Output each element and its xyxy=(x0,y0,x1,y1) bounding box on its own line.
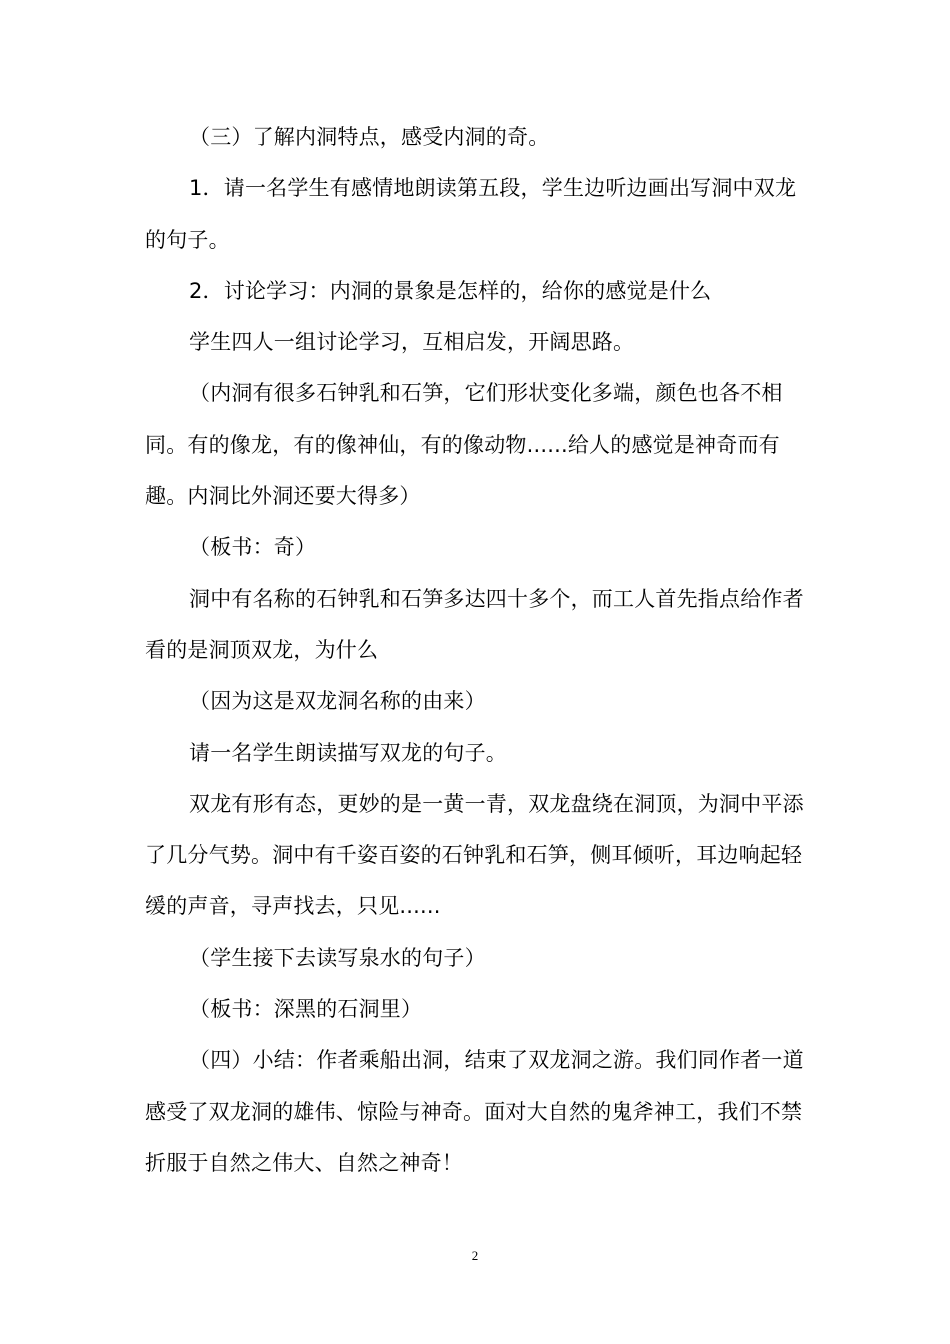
paragraph-group-discussion: 学生四人一组讨论学习，互相启发，开阔思路。 xyxy=(189,330,635,355)
page-number: 2 xyxy=(471,1248,479,1263)
paragraph-section-three-heading: （三）了解内洞特点，感受内洞的奇。 xyxy=(189,125,550,149)
paragraph-read-spring-water: （学生接下去读写泉水的句子） xyxy=(189,945,486,970)
paragraph-stalactites-question: 洞中有名称的石钟乳和石笋多达四十多个，而工人首先指点给作者看的是洞顶双龙，为什么 xyxy=(145,586,804,662)
paragraph-summary: （四）小结：作者乘船出洞，结束了双龙洞之游。我们同作者一道感受了双龙洞的雄伟、惊险与神奇。面对大自然的鬼斧神工，我们不禁折服于自然之伟大、自然之神奇！ xyxy=(145,1048,804,1175)
paragraph-name-origin-answer: （因为这是双龙洞名称的由来） xyxy=(189,689,486,714)
paragraph-board-note-dark-cave: （板书：深黑的石洞里） xyxy=(189,997,423,1022)
paragraph-step-two: 2．讨论学习：内洞的景象是怎样的，给你的感觉是什么 xyxy=(189,278,712,303)
paragraph-board-note-qi: （板书：奇） xyxy=(189,535,317,560)
body-text xyxy=(145,112,810,1189)
paragraph-step-one: 1．请一名学生有感情地朗读第五段，学生边听边画出写洞中双龙的句子。 xyxy=(145,176,797,252)
paragraph-read-dragons: 请一名学生朗读描写双龙的句子。 xyxy=(189,740,507,765)
paragraph-inner-cave-answer: （内洞有很多石钟乳和石笋，它们形状变化多端，颜色也各不相同。有的像龙，有的像神仙，有的像动物......给人的感觉是神奇而有趣。内洞比外洞还要大得多） xyxy=(145,381,783,509)
paragraph-dragons-description: 双龙有形有态，更妙的是一黄一青，双龙盘绕在洞顶，为洞中平添了几分气势。洞中有千姿百姿的石钟乳和石笋，侧耳倾听，耳边响起轻缓的声音，寻声找去，只见...... xyxy=(145,791,804,919)
